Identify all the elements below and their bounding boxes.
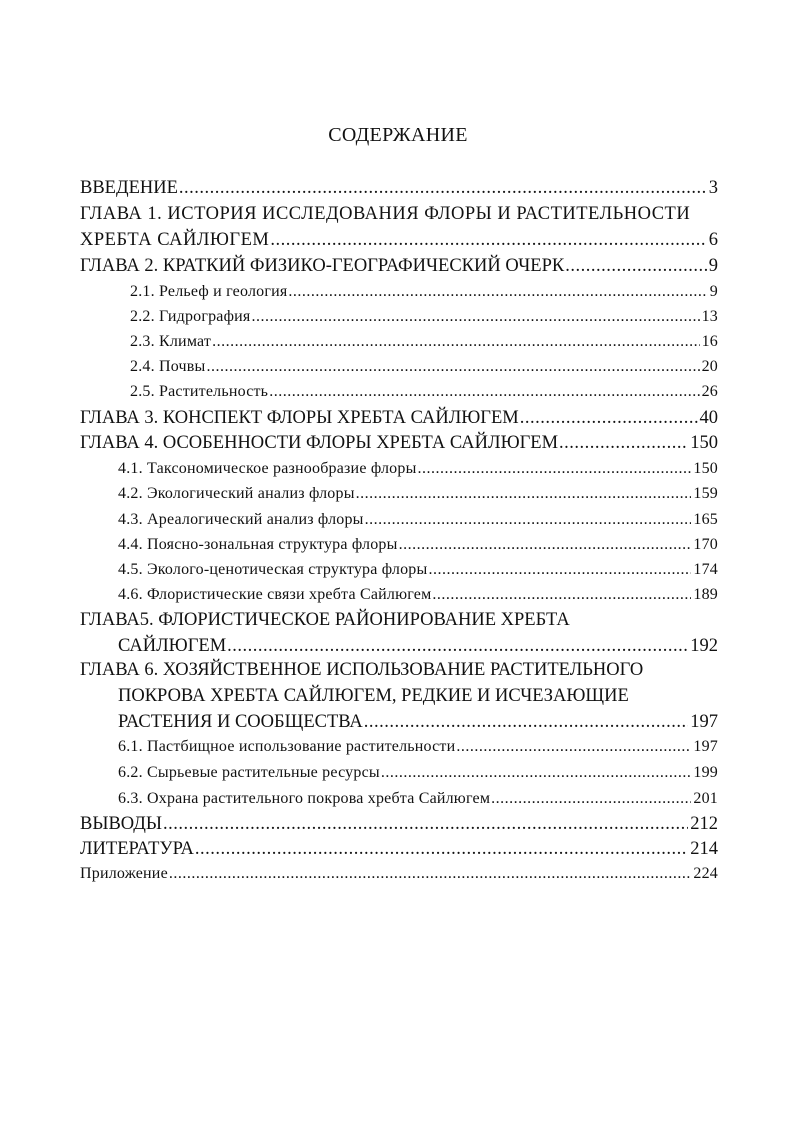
dot-leader bbox=[565, 253, 707, 279]
dot-leader bbox=[364, 709, 688, 735]
toc-entry-page: 189 bbox=[693, 586, 718, 603]
toc-entry-label: 2.5. Растительность bbox=[130, 383, 269, 400]
toc-entry-chapter-3[interactable] bbox=[80, 405, 718, 431]
toc-entry-label: 4.6. Флористические связи хребта Сайлюгем bbox=[118, 586, 432, 603]
toc-entry-label: 4.4. Поясно-зональная структура флоры bbox=[118, 536, 398, 553]
toc-entry-page: 40 bbox=[699, 408, 718, 428]
toc-entry-label: 4.3. Ареалогический анализ флоры bbox=[118, 511, 364, 528]
toc-entry-page: 214 bbox=[690, 839, 718, 859]
toc-entry-page: 197 bbox=[690, 712, 718, 732]
dot-leader bbox=[456, 734, 691, 760]
toc-entry-conclusions[interactable] bbox=[80, 811, 718, 837]
toc-entry-appendix[interactable] bbox=[80, 861, 718, 887]
toc-entry-page: 3 bbox=[708, 178, 718, 198]
toc-entry-page: 201 bbox=[693, 790, 718, 807]
toc-entry-chapter-6-line-2[interactable]: ПОКРОВА ХРЕБТА САЙЛЮГЕМ, РЕДКИЕ И ИСЧЕЗАЮЩИЕ bbox=[118, 686, 629, 706]
toc-entry-chapter-5-line-1[interactable]: ГЛАВА5. ФЛОРИСТИЧЕСКОЕ РАЙОНИРОВАНИЕ ХРЕБТА bbox=[80, 610, 570, 630]
dot-leader bbox=[269, 379, 699, 405]
toc-entry-section-2-5[interactable] bbox=[130, 379, 718, 405]
dot-leader bbox=[227, 633, 688, 659]
toc-entry-label: 6.3. Охрана растительного покрова хребта Сайлюгем bbox=[118, 790, 491, 807]
toc-entry-label: ВЫВОДЫ bbox=[80, 814, 163, 834]
toc-entry-introduction[interactable] bbox=[80, 175, 718, 201]
toc-entry-label: 4.2. Экологический анализ флоры bbox=[118, 485, 355, 502]
toc-entry-label: САЙЛЮГЕМ bbox=[118, 636, 227, 656]
toc-entry-page: 224 bbox=[693, 865, 718, 882]
toc-entry-label: 2.2. Гидрография bbox=[130, 308, 251, 325]
toc-entry-chapter-4[interactable] bbox=[80, 430, 718, 456]
toc-entry-label: ЛИТЕРАТУРА bbox=[80, 839, 194, 859]
page-title: СОДЕРЖАНИЕ bbox=[328, 124, 468, 146]
dot-leader bbox=[418, 456, 692, 482]
toc-entry-section-4-2[interactable] bbox=[118, 481, 718, 507]
dot-leader bbox=[428, 557, 691, 583]
toc-entry-section-2-2[interactable] bbox=[130, 304, 718, 330]
toc-entry-label: ГЛАВА 2. КРАТКИЙ ФИЗИКО-ГЕОГРАФИЧЕСКИЙ ОЧЕРК bbox=[80, 256, 565, 276]
toc-entry-chapter-2[interactable] bbox=[80, 253, 718, 279]
toc-entry-page: 170 bbox=[693, 536, 718, 553]
toc-entry-page: 212 bbox=[690, 814, 718, 834]
toc-entry-references[interactable] bbox=[80, 836, 718, 862]
toc-entry-chapter-5[interactable] bbox=[118, 633, 718, 659]
toc-entry-label: 6.2. Сырьевые растительные ресурсы bbox=[118, 764, 380, 781]
toc-entry-page: 20 bbox=[701, 358, 718, 375]
dot-leader bbox=[365, 507, 692, 533]
toc-entry-page: 13 bbox=[701, 308, 718, 325]
dot-leader bbox=[399, 532, 692, 558]
dot-leader bbox=[252, 304, 700, 330]
toc-entry-label: ВВЕДЕНИЕ bbox=[80, 178, 178, 198]
dot-leader bbox=[288, 279, 707, 305]
toc-entry-label: 4.1. Таксономическое разнообразие флоры bbox=[118, 460, 417, 477]
toc-entry-label: 4.5. Эколого-ценотическая структура флоры bbox=[118, 561, 428, 578]
toc-entry-label: ГЛАВА 3. КОНСПЕКТ ФЛОРЫ ХРЕБТА САЙЛЮГЕМ bbox=[80, 408, 519, 428]
toc-entry-page: 150 bbox=[690, 433, 718, 453]
toc-entry-section-6-1[interactable] bbox=[118, 734, 718, 760]
toc-entry-section-2-1[interactable] bbox=[130, 279, 718, 305]
toc-entry-section-4-5[interactable] bbox=[118, 557, 718, 583]
dot-leader bbox=[381, 760, 692, 786]
toc-entry-section-4-1[interactable] bbox=[118, 456, 718, 482]
toc-entry-section-6-3[interactable] bbox=[118, 786, 718, 812]
toc-entry-section-4-3[interactable] bbox=[118, 507, 718, 533]
toc-entry-chapter-6[interactable] bbox=[118, 709, 718, 735]
toc-entry-page: 165 bbox=[693, 511, 718, 528]
toc-entry-page: 159 bbox=[693, 485, 718, 502]
toc-entry-chapter-1[interactable] bbox=[80, 227, 718, 253]
toc-entry-page: 26 bbox=[701, 383, 718, 400]
dot-leader bbox=[163, 811, 688, 837]
toc-entry-page: 174 bbox=[693, 561, 718, 578]
dot-leader bbox=[169, 861, 692, 887]
toc-entry-page: 192 bbox=[690, 636, 718, 656]
toc-entry-chapter-1-line-1[interactable]: ГЛАВА 1. ИСТОРИЯ ИССЛЕДОВАНИЯ ФЛОРЫ И РАСТИТЕЛЬНОСТИ bbox=[80, 204, 691, 224]
toc-entry-page: 6 bbox=[708, 230, 718, 250]
toc-entry-label: ХРЕБТА САЙЛЮГЕМ bbox=[80, 230, 270, 250]
dot-leader bbox=[270, 227, 706, 253]
dot-leader bbox=[491, 786, 691, 812]
toc-entry-page: 9 bbox=[708, 256, 718, 276]
toc-entry-label: ГЛАВА 4. ОСОБЕННОСТИ ФЛОРЫ ХРЕБТА САЙЛЮГЕМ bbox=[80, 433, 559, 453]
toc-entry-label: 2.4. Почвы bbox=[130, 358, 206, 375]
toc-entry-label: РАСТЕНИЯ И СООБЩЕСТВА bbox=[118, 712, 363, 732]
toc-entry-label: 2.3. Климат bbox=[130, 333, 212, 350]
dot-leader bbox=[432, 582, 691, 608]
dot-leader bbox=[179, 175, 707, 201]
toc-entry-page: 150 bbox=[693, 460, 718, 477]
toc-entry-section-4-4[interactable] bbox=[118, 532, 718, 558]
dot-leader bbox=[195, 836, 688, 862]
dot-leader bbox=[520, 405, 698, 431]
toc-entry-section-6-2[interactable] bbox=[118, 760, 718, 786]
toc-entry-page: 9 bbox=[709, 283, 718, 300]
toc-entry-label: Приложение bbox=[80, 865, 168, 882]
dot-leader bbox=[207, 354, 700, 380]
toc-entry-chapter-6-line-1[interactable]: ГЛАВА 6. ХОЗЯЙСТВЕННОЕ ИСПОЛЬЗОВАНИЕ РАСТИТЕЛЬНОГО bbox=[80, 660, 644, 680]
dot-leader bbox=[356, 481, 692, 507]
toc-entry-section-2-3[interactable] bbox=[130, 329, 718, 355]
toc-entry-page: 199 bbox=[693, 764, 718, 781]
toc-entry-label: 2.1. Рельеф и геология bbox=[130, 283, 288, 300]
toc-entry-page: 16 bbox=[701, 333, 718, 350]
toc-entry-page: 197 bbox=[693, 738, 718, 755]
toc-entry-label: 6.1. Пастбищное использование растительности bbox=[118, 738, 456, 755]
toc-entry-section-2-4[interactable] bbox=[130, 354, 718, 380]
dot-leader bbox=[559, 430, 688, 456]
toc-entry-section-4-6[interactable] bbox=[118, 582, 718, 608]
dot-leader bbox=[212, 329, 699, 355]
